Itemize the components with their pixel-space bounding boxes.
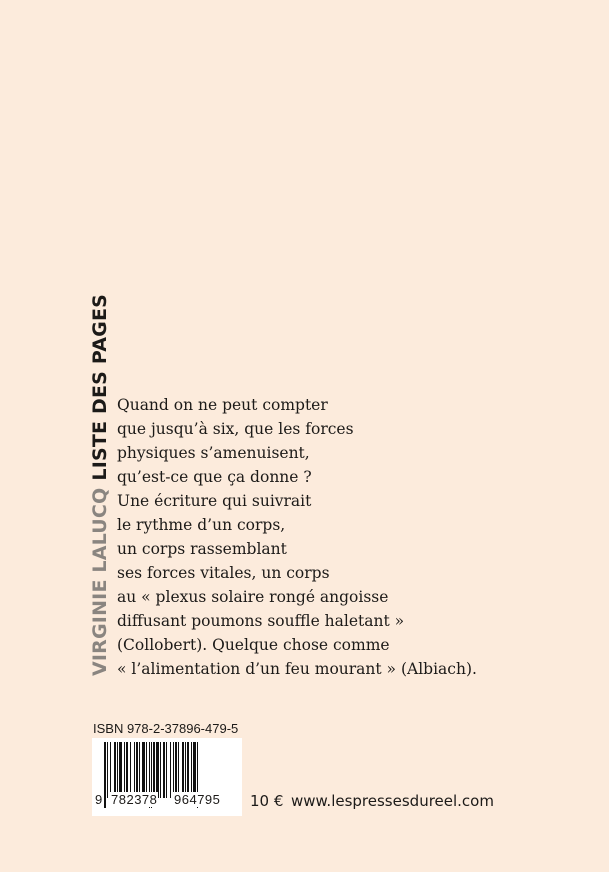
back-cover-blurb [117, 393, 587, 681]
barcode-bar [107, 742, 108, 798]
barcode-bar [160, 742, 161, 798]
blurb-line: le rythme d’un corps, [117, 516, 286, 534]
blurb-line: un corps rassemblant [117, 540, 287, 558]
barcode-bar [126, 742, 128, 798]
barcode-bar [146, 742, 147, 798]
barcode-right-digits: 964795 [174, 792, 221, 807]
blurb-line: ses forces vitales, un corps [117, 564, 330, 582]
barcode-bar [142, 742, 145, 798]
book-title: LISTE DES PAGES [89, 293, 111, 481]
barcode-bar [187, 742, 189, 798]
author-name: VIRGINIE LALUCQ [89, 487, 111, 676]
barcode-bar [166, 742, 167, 798]
barcode-bar [153, 742, 155, 798]
barcode-bar [173, 742, 174, 798]
barcode-bar [163, 742, 165, 798]
barcode-bar [114, 742, 116, 798]
blurb-line: diffusant poumons souffle haletant » [117, 612, 405, 630]
barcode-lead-digit: 9 [95, 792, 103, 807]
price: 10 € [250, 792, 284, 810]
barcode-bar [193, 742, 196, 798]
blurb-line: (Collobert). Quelque chose comme [117, 636, 390, 654]
blurb-line: Une écriture qui suivrait [117, 492, 312, 510]
publisher-website: www.lespressesdureel.com [291, 792, 494, 810]
barcode-bar [130, 742, 131, 798]
barcode-bar [185, 742, 186, 798]
barcode-left-digits: 782378 [111, 792, 158, 807]
barcode-bar [156, 742, 159, 798]
barcode-bar [139, 742, 140, 798]
barcode-bar [191, 742, 192, 798]
blurb-line: physiques s’amenuisent, [117, 444, 310, 462]
barcode [92, 738, 242, 816]
barcode-bar [170, 742, 171, 798]
barcode-bar [136, 742, 138, 798]
barcode-bar [110, 742, 111, 798]
blurb-line: que jusqu’à six, que les forces [117, 420, 354, 438]
blurb-line: Quand on ne peut compter [117, 396, 328, 414]
barcode-bar [124, 742, 125, 798]
spine-text [88, 294, 112, 676]
blurb-line: « l’alimentation d’un feu mourant » (Albiach). [117, 660, 477, 678]
barcode-bar [134, 742, 135, 798]
barcode-bar [178, 742, 179, 798]
barcode-bar [117, 742, 118, 798]
blurb-line: au « plexus solaire rongé angoisse [117, 588, 389, 606]
barcode-bar [182, 742, 184, 798]
barcode-bar [119, 742, 122, 798]
barcode-bar [175, 742, 177, 798]
blurb-line: qu’est-ce que ça donne ? [117, 468, 312, 486]
barcode-bar [104, 742, 106, 808]
isbn-label: ISBN 978-2-37896-479-5 [93, 721, 239, 736]
